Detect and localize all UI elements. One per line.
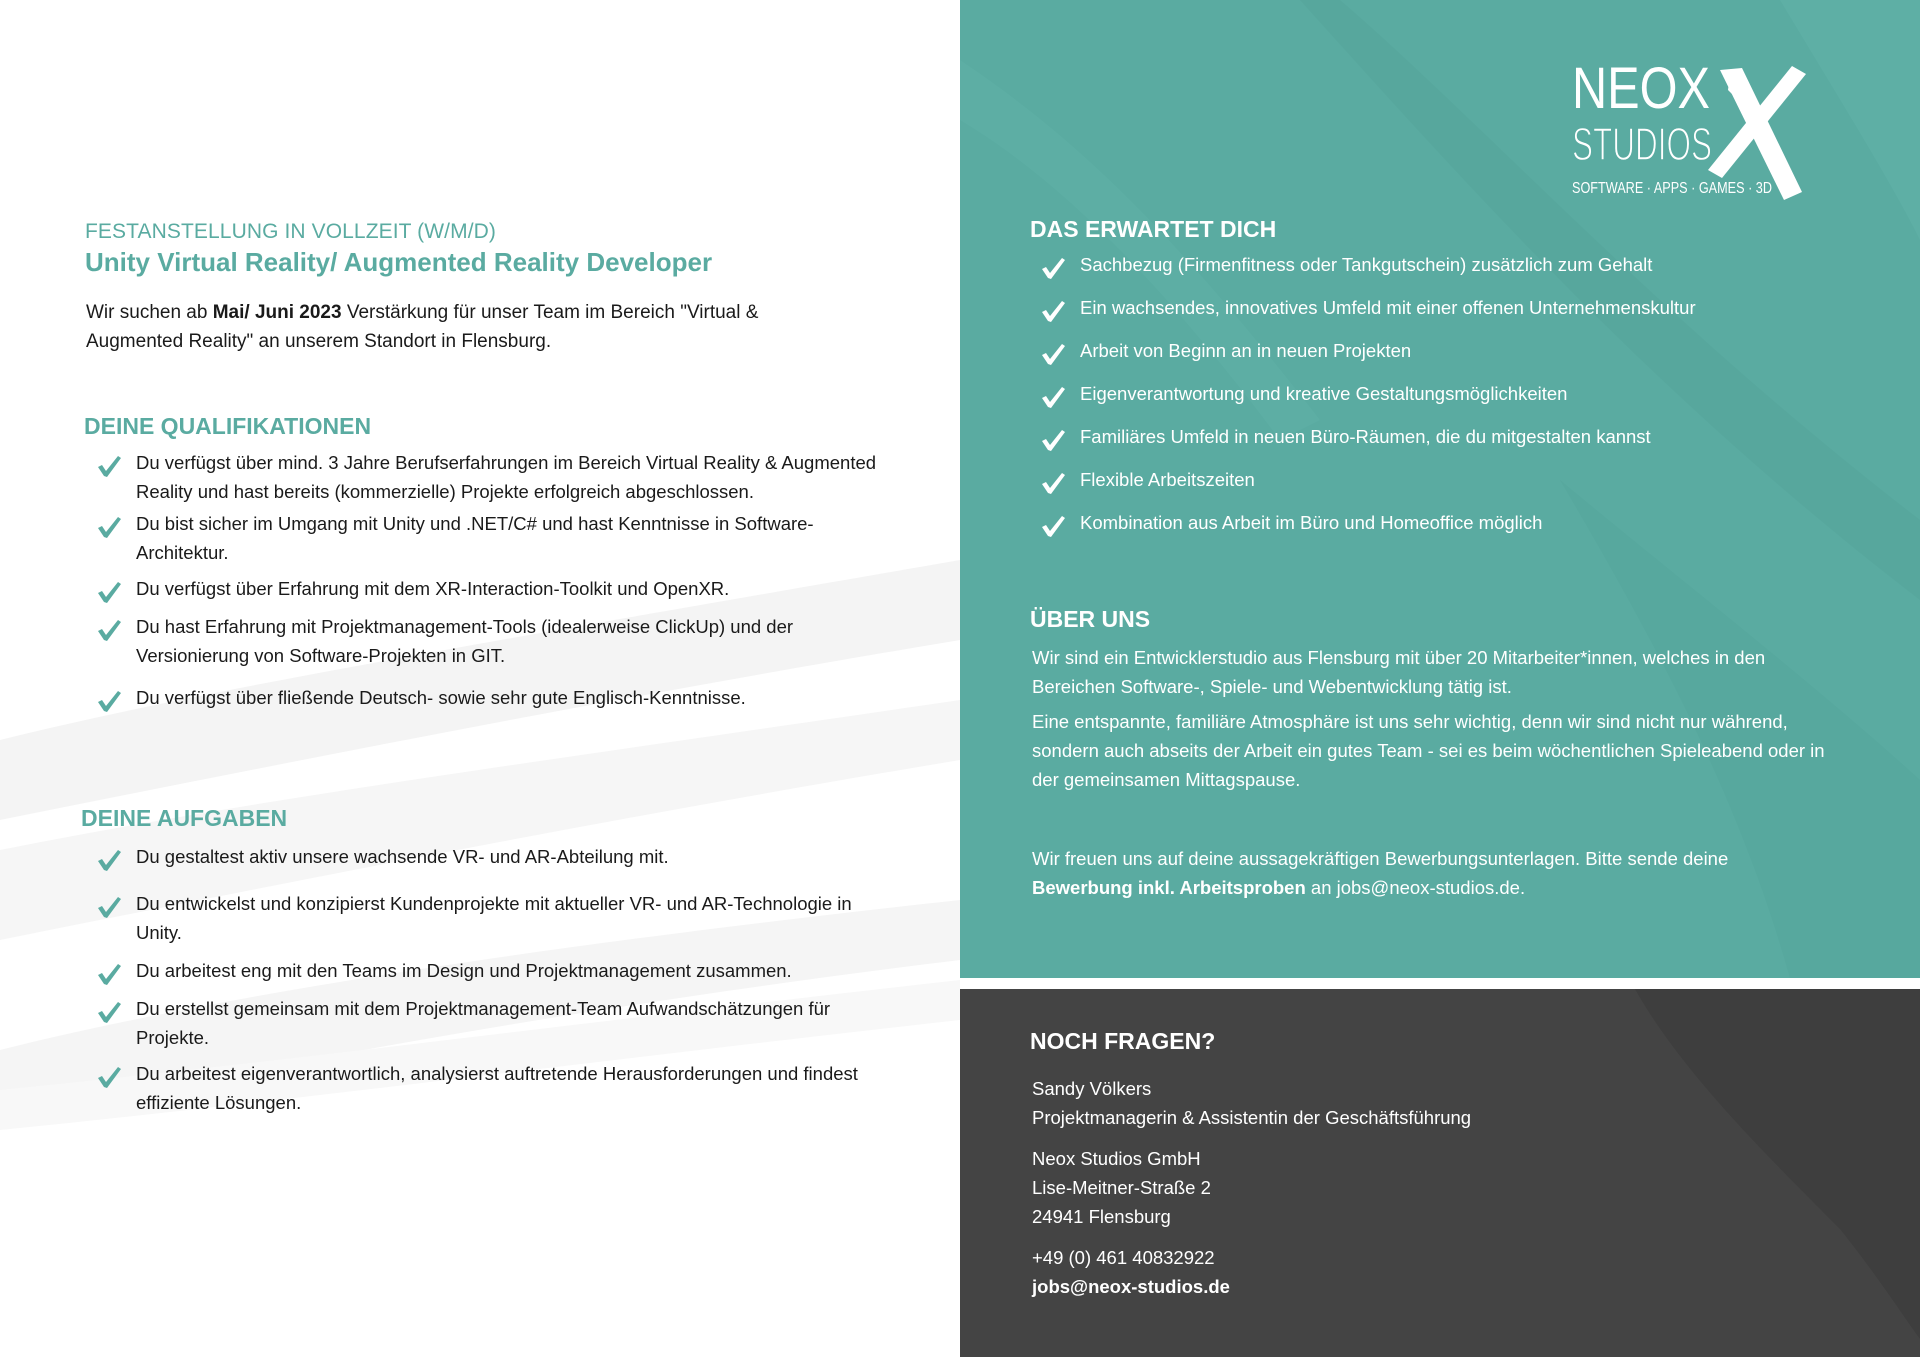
list-item bbox=[96, 612, 886, 670]
apply-text-before: Wir freuen uns auf deine aussagekräftigen Bewerbungsunterlagen. Bitte sende deine bbox=[1032, 848, 1729, 869]
contact-email[interactable] bbox=[1032, 1272, 1471, 1301]
list-item bbox=[96, 842, 886, 871]
tasks-list bbox=[96, 842, 886, 1117]
list-item bbox=[1040, 293, 1860, 322]
list-item bbox=[1040, 422, 1860, 451]
list-item-text: Du arbeitest eigenverantwortlich, analysierst auftretende Herausforderungen und findest effiziente Lösungen. bbox=[136, 1063, 858, 1113]
list-item bbox=[96, 509, 886, 567]
list-item bbox=[96, 889, 886, 947]
list-item-text: Du gestaltest aktiv unsere wachsende VR- und AR-Abteilung mit. bbox=[136, 846, 669, 867]
about-paragraph: Wir sind ein Entwicklerstudio aus Flensburg mit über 20 Mitarbeiter*innen, welches in den Bereichen Software-, Spiele- und Webentwicklung tätig ist. bbox=[1032, 647, 1766, 697]
checkmark-icon bbox=[1040, 428, 1066, 452]
company-city: 24941 Flensburg bbox=[1032, 1206, 1171, 1227]
list-item-text: Du erstellst gemeinsam mit dem Projektmanagement-Team Aufwandschätzungen für Projekte. bbox=[136, 998, 831, 1048]
checkmark-icon bbox=[1040, 514, 1066, 538]
checkmark-icon bbox=[96, 454, 122, 478]
qualifications-list bbox=[96, 448, 886, 712]
list-item-text: Du entwickelst und konzipierst Kundenprojekte mit aktueller VR- und AR-Technologie in Unity. bbox=[136, 893, 852, 943]
intro-after: Verstärkung für unser Team im Bereich "Virtual & Augmented Reality" an unserem Standort in Flensburg. bbox=[86, 302, 759, 352]
intro-before: Wir suchen ab bbox=[86, 302, 213, 323]
list-item bbox=[1040, 336, 1860, 365]
apply-text-bold: Bewerbung inkl. Arbeitsproben bbox=[1032, 877, 1306, 898]
checkmark-icon bbox=[1040, 342, 1066, 366]
list-item-text: Flexible Arbeitszeiten bbox=[1080, 469, 1255, 490]
apply-text-after: an jobs@neox-studios.de. bbox=[1305, 877, 1526, 898]
contact-title: NOCH FRAGEN? bbox=[1030, 1028, 1216, 1054]
checkmark-icon bbox=[1040, 471, 1066, 495]
company-street: Lise-Meitner-Straße 2 bbox=[1032, 1177, 1211, 1198]
checkmark-icon bbox=[96, 962, 122, 986]
qualifications-title: DEINE QUALIFIKATIONEN bbox=[84, 413, 372, 439]
apply-text bbox=[1032, 844, 1832, 902]
about-text bbox=[1032, 643, 1832, 794]
intro-start-date: Mai/ Juni 2023 bbox=[212, 302, 342, 323]
list-item-text: Eigenverantwortung und kreative Gestaltungsmöglichkeiten bbox=[1080, 383, 1568, 404]
list-item bbox=[1040, 508, 1860, 537]
checkmark-icon bbox=[96, 689, 122, 713]
contact-email-text[interactable]: jobs@neox-studios.de bbox=[1032, 1276, 1230, 1297]
list-item bbox=[96, 994, 886, 1052]
benefits-title: DAS ERWARTET DICH bbox=[1030, 216, 1277, 242]
list-item bbox=[96, 574, 886, 603]
benefits-list bbox=[1040, 250, 1860, 537]
list-item-text: Du verfügst über Erfahrung mit dem XR-Interaction-Toolkit und OpenXR. bbox=[136, 578, 730, 599]
contact-name: Sandy Völkers bbox=[1032, 1078, 1152, 1099]
list-item-text: Familiäres Umfeld in neuen Büro-Räumen, die du mitgestalten kannst bbox=[1080, 426, 1651, 447]
list-item-text: Sachbezug (Firmenfitness oder Tankgutschein) zusätzlich zum Gehalt bbox=[1080, 254, 1653, 275]
list-item bbox=[96, 683, 886, 712]
checkmark-icon bbox=[96, 580, 122, 604]
logo-studios-text: STUDIOS bbox=[1572, 118, 1712, 170]
list-item-text: Du hast Erfahrung mit Projektmanagement-Tools (idealerweise ClickUp) und der Versionierung von Software-Projekten in GIT. bbox=[136, 616, 794, 666]
checkmark-icon bbox=[96, 848, 122, 872]
checkmark-icon bbox=[96, 1000, 122, 1024]
list-item bbox=[96, 956, 886, 985]
contact-role: Projektmanagerin & Assistentin der Geschäftsführung bbox=[1032, 1107, 1472, 1128]
list-item bbox=[96, 1059, 886, 1117]
neox-studios-logo bbox=[1570, 60, 1810, 205]
list-item bbox=[96, 448, 886, 506]
checkmark-icon bbox=[96, 515, 122, 539]
list-item bbox=[1040, 379, 1860, 408]
list-item bbox=[1040, 250, 1860, 279]
checkmark-icon bbox=[1040, 256, 1066, 280]
checkmark-icon bbox=[96, 895, 122, 919]
list-item-text: Kombination aus Arbeit im Büro und Homeoffice möglich bbox=[1080, 512, 1543, 533]
logo-tagline: SOFTWARE · APPS · GAMES · 3D bbox=[1572, 180, 1772, 197]
checkmark-icon bbox=[1040, 385, 1066, 409]
job-type: FESTANSTELLUNG IN VOLLZEIT (W/M/D) bbox=[85, 220, 497, 243]
about-paragraph: Eine entspannte, familiäre Atmosphäre ist uns sehr wichtig, denn wir sind nicht nur während, sondern auch abseits der Arbeit ein gutes Team - sei es beim wöchentlichen Spieleabend oder in der gemeinsamen Mittagspause. bbox=[1032, 711, 1825, 790]
list-item-text: Du verfügst über mind. 3 Jahre Berufserfahrungen im Bereich Virtual Reality & Augmented Reality und hast bereits (kommerzielle) Projekte erfolgreich abgeschlossen. bbox=[136, 452, 877, 502]
checkmark-icon bbox=[96, 618, 122, 642]
about-title: ÜBER UNS bbox=[1030, 606, 1151, 632]
contact-phone[interactable]: +49 (0) 461 40832922 bbox=[1032, 1247, 1215, 1268]
list-item-text: Du bist sicher im Umgang mit Unity und .NET/C# und hast Kenntnisse in Software-Architektur. bbox=[136, 513, 814, 563]
tasks-title: DEINE AUFGABEN bbox=[81, 805, 288, 831]
contact-info bbox=[1032, 1074, 1471, 1301]
company-name: Neox Studios GmbH bbox=[1032, 1148, 1201, 1169]
job-title: Unity Virtual Reality/ Augmented Reality Developer bbox=[85, 247, 713, 277]
list-item-text: Du verfügst über fließende Deutsch- sowie sehr gute Englisch-Kenntnisse. bbox=[136, 687, 746, 708]
list-item-text: Ein wachsendes, innovatives Umfeld mit einer offenen Unternehmenskultur bbox=[1080, 297, 1696, 318]
checkmark-icon bbox=[1040, 299, 1066, 323]
checkmark-icon bbox=[96, 1065, 122, 1089]
list-item bbox=[1040, 465, 1860, 494]
logo-neox-text: NEOX bbox=[1572, 60, 1710, 121]
list-item-text: Arbeit von Beginn an in neuen Projekten bbox=[1080, 340, 1412, 361]
list-item-text: Du arbeitest eng mit den Teams im Design und Projektmanagement zusammen. bbox=[136, 960, 792, 981]
intro-text bbox=[86, 298, 806, 356]
